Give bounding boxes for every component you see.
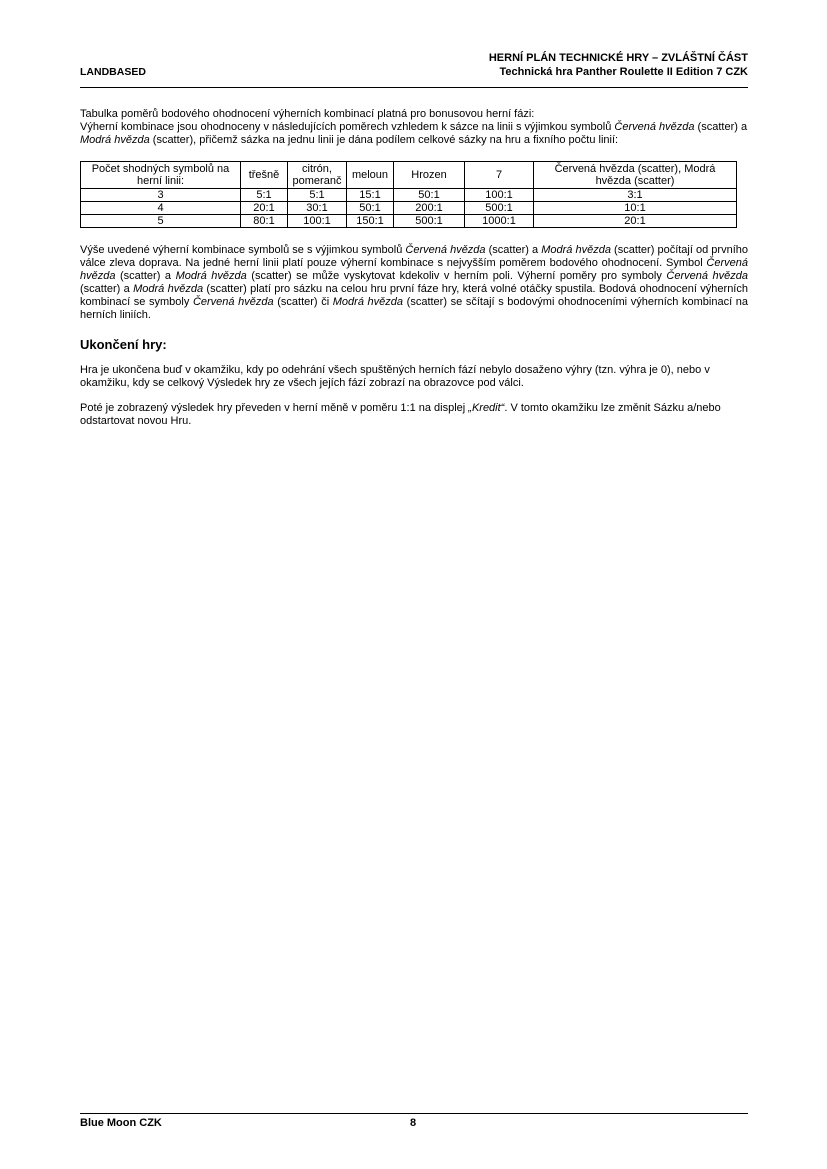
table-cell: 15:1 [347,189,394,202]
table-cell: 10:1 [534,202,737,215]
table-cell: 5:1 [241,189,288,202]
rules-italic: Červená hvězda [405,244,486,256]
table-cell: 20:1 [241,202,288,215]
table-cell: 3:1 [534,189,737,202]
table-cell: 80:1 [241,215,288,228]
table-cell: 150:1 [347,215,394,228]
game-end-paragraph-1: Hra je ukončena buď v okamžiku, kdy po odehrání všech spuštěných herních fází nebylo dosaženo výhry (tzn. výhra je 0), nebo v okamžiku, kdy se celkový Výsledek hry ze všech jejích fází zobrazí na obrazovce pod válci. [80,364,710,389]
rules-italic: Červená hvězda [192,296,274,308]
intro-italic: Modrá hvězda [80,134,150,146]
header-cell-cherries: třešně [241,162,288,189]
intro-paragraph [80,108,748,147]
rules-italic: Modrá hvězda [541,244,611,256]
intro-text: (scatter) a [694,121,748,133]
game-end-text: Poté je zobrazený výsledek hry převeden v herní měně v poměru 1:1 na displej [80,402,469,414]
rules-italic: Modrá hvězda [133,283,204,295]
header-title-line-1: HERNÍ PLÁN TECHNICKÉ HRY – ZVLÁŠTNÍ ČÁST [488,52,748,64]
table-cell: 50:1 [347,202,394,215]
table-cell: 4 [81,202,241,215]
footer-left-label: Blue Moon CZK [80,1117,162,1129]
footer-divider [80,1113,748,1114]
section-heading-game-end: Ukončení hry: [80,337,167,352]
table-cell: 500:1 [394,215,465,228]
header-cell-seven: 7 [465,162,534,189]
rules-text: Výše uvedené výherní kombinace symbolů se s výjimkou symbolů [80,244,406,256]
game-end-text: . V tomto okamžiku lze změnit Sázku a/nebo odstartovat novou Hru. [80,402,721,427]
rules-italic: Modrá hvězda [175,270,247,282]
table-cell: 30:1 [288,202,347,215]
intro-line-1: Tabulka poměrů bodového ohodnocení výherních kombinací platná pro bonusovou herní fázi: [80,108,535,120]
rules-italic: Modrá hvězda [332,296,404,308]
rules-text: (scatter) platí pro sázku na celou hru první fáze hry, která volné otáčky spustila. Bodová ohodnocení výherních kombinací se symboly [80,283,748,308]
game-end-paragraph-2 [80,402,748,428]
header-cell-grapes: Hrozen [394,162,465,189]
payout-table-header-row [81,162,737,189]
credit-display-label: „Kredit“ [468,402,505,414]
table-cell: 500:1 [465,202,534,215]
rules-text: (scatter) a [485,244,542,256]
table-cell: 100:1 [465,189,534,202]
header-divider [80,87,748,88]
table-cell: 5 [81,215,241,228]
intro-italic: Červená hvězda [614,121,695,133]
table-cell: 20:1 [534,215,737,228]
payout-table [80,161,737,228]
table-cell: 200:1 [394,202,465,215]
header-right-title [489,51,748,79]
rules-text: (scatter) či [273,296,333,308]
intro-text: (scatter), přičemž sázka na jednu linii je dána podílem celkové sázky na hru a fixního počtu linií: [149,134,619,146]
page-number: 8 [410,1117,417,1129]
page-header [80,50,748,88]
table-cell: 1000:1 [465,215,534,228]
intro-text: Výherní kombinace jsou ohodnoceny v následujících poměrech vzhledem k sázce na linii s výjimkou symbolů [80,121,615,133]
rules-italic: Červená hvězda [666,270,748,282]
page-content [80,108,748,428]
table-cell: 50:1 [394,189,465,202]
table-row [81,202,737,215]
rules-text: (scatter) a [80,283,134,295]
table-row [81,215,737,228]
table-cell: 3 [81,189,241,202]
header-cell-count: Počet shodných symbolů na herní linii: [81,162,241,189]
rules-text: (scatter) se může vyskytovat kdekoliv v herním poli. Výherní poměry pro symboly [246,270,667,282]
rules-text: (scatter) počítají od prvního válce zleva doprava. Na jedné herní linii platí pouze výherní kombinace s nejvyšším poměrem bodového ohodnocení. Symbol [80,244,748,269]
header-cell-melon: meloun [347,162,394,189]
header-cell-scatter: Červená hvězda (scatter), Modrá hvězda (scatter) [534,162,737,189]
header-title-line-2: Technická hra Panther Roulette II Edition 7 CZK [499,66,748,78]
table-cell: 100:1 [288,215,347,228]
header-left-label: LANDBASED [80,66,146,78]
rules-text: (scatter) a [115,270,176,282]
table-cell: 5:1 [288,189,347,202]
header-cell-lemon-orange: citrón, pomeranč [288,162,347,189]
rules-italic: Červená hvězda [80,257,748,282]
rules-paragraph [80,244,748,322]
rules-text: (scatter) se sčítají s bodovými ohodnoceními výherních kombinací na herních liniích. [80,296,749,321]
table-row [81,189,737,202]
